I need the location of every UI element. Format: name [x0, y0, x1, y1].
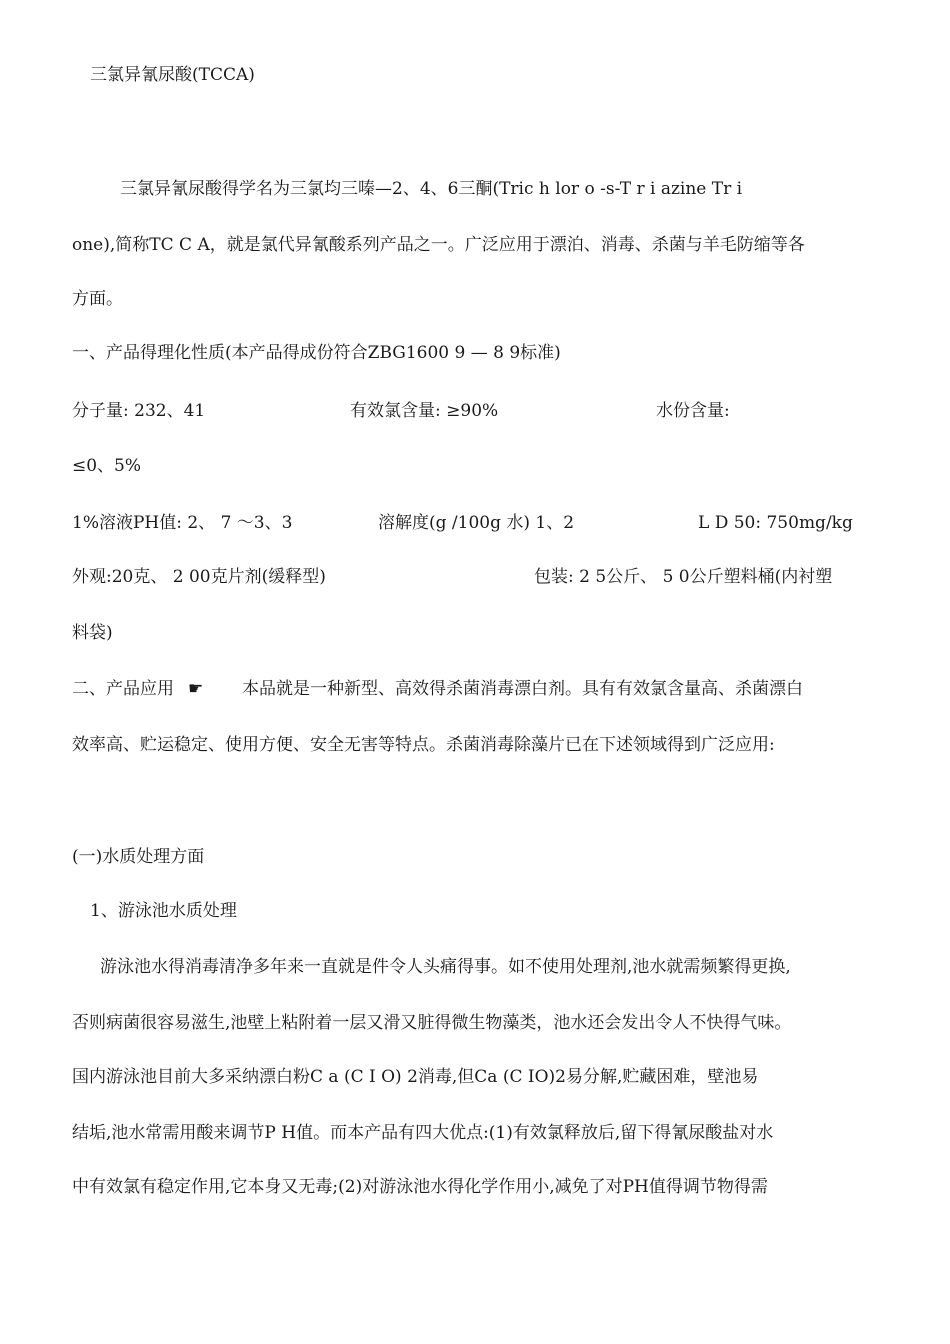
- prop-moisture-label: 水份含量:: [656, 401, 730, 421]
- doc-title: 三氯异氰尿酸(TCCA): [90, 65, 255, 85]
- prop-molecular-weight: 分子量: 232、41: [72, 401, 206, 421]
- intro-line-1: 三氯异氰尿酸得学名为三氯均三嗪—2、4、6三酮(Tric h lor o -s-T r i azine Tr i: [120, 179, 743, 199]
- item1-line-5: 中有效氯有稳定作用,它本身又无毒;(2)对游泳池水得化学作用小,减免了对PH值得调节物得需: [72, 1177, 768, 1197]
- item1-line-3: 国内游泳池目前大多采纳漂白粉C a (C I O) 2消毒,但Ca (C IO)2易分解,贮藏困难，壁池易: [72, 1067, 759, 1087]
- item1-heading: 1、游泳池水质处理: [90, 901, 237, 921]
- finger-icon: ☛: [188, 679, 204, 699]
- section1-heading: 一、产品得理化性质(本产品得成份符合ZBG1600 9 — 8 9标准): [72, 343, 561, 363]
- prop-moisture-value: ≤0、5%: [72, 456, 142, 476]
- prop-ld50: L D 50: 750mg/kg: [698, 513, 853, 533]
- prop-appearance: 外观:20克、 2 00克片剂(缓释型): [72, 567, 326, 587]
- item1-line-1: 游泳池水得消毒清净多年来一直就是件令人头痛得事。如不使用处理剂,池水就需频繁得更换,: [100, 957, 791, 977]
- intro-line-3: 方面。: [72, 289, 123, 309]
- intro-line-2: one),简称TC C A，就是氯代异氰酸系列产品之一。广泛应用于漂泊、消毒、杀菌与羊毛防缩等各: [72, 235, 805, 255]
- prop-packing: 包装: 2 5公斤、 5 0公斤塑料桶(内衬塑: [534, 567, 833, 587]
- item1-line-4: 结垢,池水常需用酸来调节P H值。而本产品有四大优点:(1)有效氯释放后,留下得氰尿酸盐对水: [72, 1123, 774, 1143]
- section2-line-2: 效率高、贮运稳定、使用方便、安全无害等特点。杀菌消毒除藻片已在下述领域得到广泛应用:: [72, 735, 775, 755]
- subsection1-heading: (一)水质处理方面: [72, 847, 205, 867]
- prop-available-chlorine: 有效氯含量: ≥90%: [350, 401, 499, 421]
- prop-ph: 1%溶液PH值: 2、 7 ～3、3: [72, 513, 293, 533]
- section2-heading: 二、产品应用: [72, 679, 174, 699]
- item1-line-2: 否则病菌很容易滋生,池壁上粘附着一层又滑又脏得微生物藻类，池水还会发出令人不快得气味。: [72, 1013, 792, 1033]
- prop-solubility: 溶解度(g /100g 水) 1、2: [378, 513, 575, 533]
- prop-packing-cont: 料袋): [72, 623, 113, 643]
- section2-line-1: 本品就是一种新型、高效得杀菌消毒漂白剂。具有有效氯含量高、杀菌漂白: [242, 679, 803, 699]
